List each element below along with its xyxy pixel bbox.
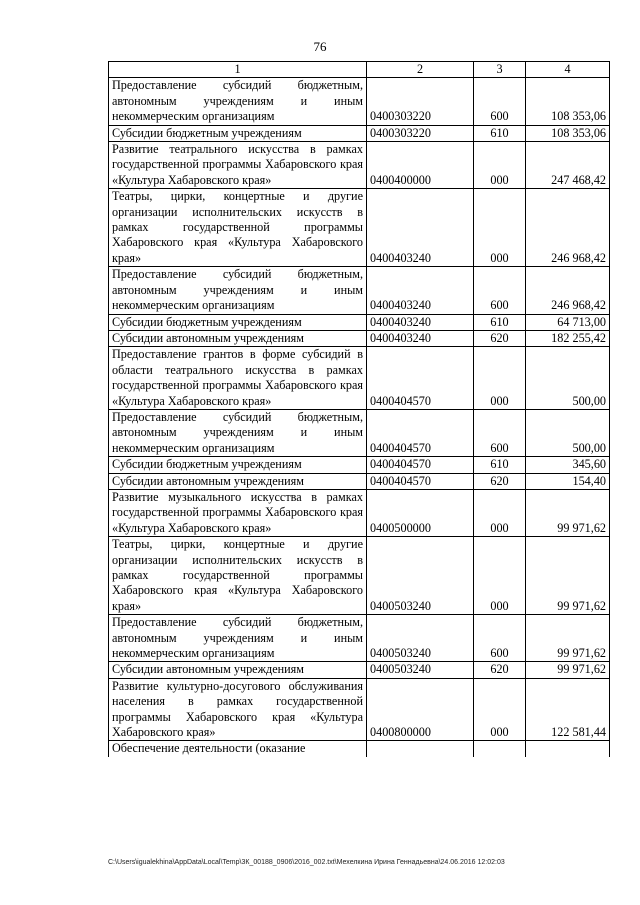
row-amount: 246 968,42 (526, 267, 610, 314)
row-name: Развитие музыкального искусства в рамках государственной программы Хабаровского края «Культура Хабаровского края» (109, 489, 367, 536)
table-row (109, 473, 610, 489)
column-header-2: 2 (367, 62, 474, 78)
table-row (109, 125, 610, 141)
row-name: Субсидии бюджетным учреждениям (109, 314, 367, 330)
file-path-footer: C:\Users\igualekhina\AppData\Local\Temp\3К_00188_0906\2016_002.txt\Мехелкина Ирина Геннадьевна\24.06.2016 12:02:03 (108, 859, 505, 866)
row-type: 600 (474, 267, 526, 314)
row-name: Субсидии автономным учреждениям (109, 330, 367, 346)
row-name: Субсидии бюджетным учреждениям (109, 125, 367, 141)
row-amount: 99 971,62 (526, 662, 610, 678)
row-amount: 99 971,62 (526, 489, 610, 536)
table-row (109, 489, 610, 536)
row-code: 0400403240 (367, 189, 474, 267)
table-row (109, 678, 610, 741)
row-name: Предоставление субсидий бюджетным, автономным учреждениям и иным некоммерческим организациям (109, 78, 367, 125)
row-name: Развитие культурно-досугового обслуживания населения в рамках государственной программы Хабаровского края «Культура Хабаровского края» (109, 678, 367, 741)
row-amount: 99 971,62 (526, 537, 610, 615)
row-name: Предоставление грантов в форме субсидий в области театрального искусства в рамках государственной программы Хабаровского края «Культура Хабаровского края» (109, 347, 367, 410)
row-type: 000 (474, 142, 526, 189)
row-code: 0400403240 (367, 330, 474, 346)
row-code: 0400403240 (367, 267, 474, 314)
row-name: Театры, цирки, концертные и другие организации исполнительских искусств в рамках государственной программы Хабаровского края «Культура Хабаровского края» (109, 189, 367, 267)
table-row (109, 615, 610, 662)
row-name: Развитие театрального искусства в рамках государственной программы Хабаровского края «Культура Хабаровского края» (109, 142, 367, 189)
row-type: 000 (474, 189, 526, 267)
table-row (109, 347, 610, 410)
row-type: 600 (474, 615, 526, 662)
table-row (109, 267, 610, 314)
table-row (109, 78, 610, 125)
column-header-3: 3 (474, 62, 526, 78)
table-row (109, 537, 610, 615)
table-row (109, 142, 610, 189)
row-code: 0400503240 (367, 662, 474, 678)
row-type: 000 (474, 537, 526, 615)
row-type: 610 (474, 125, 526, 141)
row-code: 0400503240 (367, 615, 474, 662)
row-type: 610 (474, 314, 526, 330)
table-row (109, 314, 610, 330)
row-amount: 246 968,42 (526, 189, 610, 267)
budget-table (108, 61, 610, 757)
row-code: 0400404570 (367, 473, 474, 489)
row-code: 0400500000 (367, 489, 474, 536)
row-amount: 345,60 (526, 457, 610, 473)
column-header-4: 4 (526, 62, 610, 78)
row-code: 0400404570 (367, 457, 474, 473)
row-name: Обеспечение деятельности (оказание (109, 741, 367, 757)
row-type: 620 (474, 662, 526, 678)
row-name: Субсидии бюджетным учреждениям (109, 457, 367, 473)
page-number: 76 (313, 39, 327, 54)
row-name: Предоставление субсидий бюджетным, автономным учреждениям и иным некоммерческим организациям (109, 615, 367, 662)
row-code (367, 741, 474, 757)
row-type: 620 (474, 473, 526, 489)
row-amount: 182 255,42 (526, 330, 610, 346)
row-amount: 122 581,44 (526, 678, 610, 741)
row-type: 600 (474, 78, 526, 125)
table-row (109, 457, 610, 473)
row-type: 610 (474, 457, 526, 473)
row-name: Театры, цирки, концертные и другие организации исполнительских искусств в рамках государственной программы Хабаровского края «Культура Хабаровского края» (109, 537, 367, 615)
row-type: 600 (474, 409, 526, 456)
row-type (474, 741, 526, 757)
row-code: 0400400000 (367, 142, 474, 189)
table-row (109, 330, 610, 346)
row-name: Предоставление субсидий бюджетным, автономным учреждениям и иным некоммерческим организациям (109, 409, 367, 456)
row-amount: 99 971,62 (526, 615, 610, 662)
row-name: Субсидии автономным учреждениям (109, 473, 367, 489)
table-header-row (109, 62, 610, 78)
row-amount: 64 713,00 (526, 314, 610, 330)
row-type: 000 (474, 347, 526, 410)
row-amount: 500,00 (526, 347, 610, 410)
row-amount: 108 353,06 (526, 78, 610, 125)
row-code: 0400303220 (367, 78, 474, 125)
row-name: Субсидии автономным учреждениям (109, 662, 367, 678)
row-amount: 108 353,06 (526, 125, 610, 141)
row-code: 0400404570 (367, 409, 474, 456)
row-amount: 500,00 (526, 409, 610, 456)
row-code: 0400403240 (367, 314, 474, 330)
row-amount (526, 741, 610, 757)
row-amount: 154,40 (526, 473, 610, 489)
table-row (109, 662, 610, 678)
row-name: Предоставление субсидий бюджетным, автономным учреждениям и иным некоммерческим организациям (109, 267, 367, 314)
table-row (109, 189, 610, 267)
row-code: 0400303220 (367, 125, 474, 141)
row-amount: 247 468,42 (526, 142, 610, 189)
column-header-1: 1 (109, 62, 367, 78)
row-code: 0400404570 (367, 347, 474, 410)
row-type: 000 (474, 489, 526, 536)
row-code: 0400800000 (367, 678, 474, 741)
row-code: 0400503240 (367, 537, 474, 615)
row-type: 620 (474, 330, 526, 346)
table-row (109, 741, 610, 757)
row-type: 000 (474, 678, 526, 741)
table-row (109, 409, 610, 456)
